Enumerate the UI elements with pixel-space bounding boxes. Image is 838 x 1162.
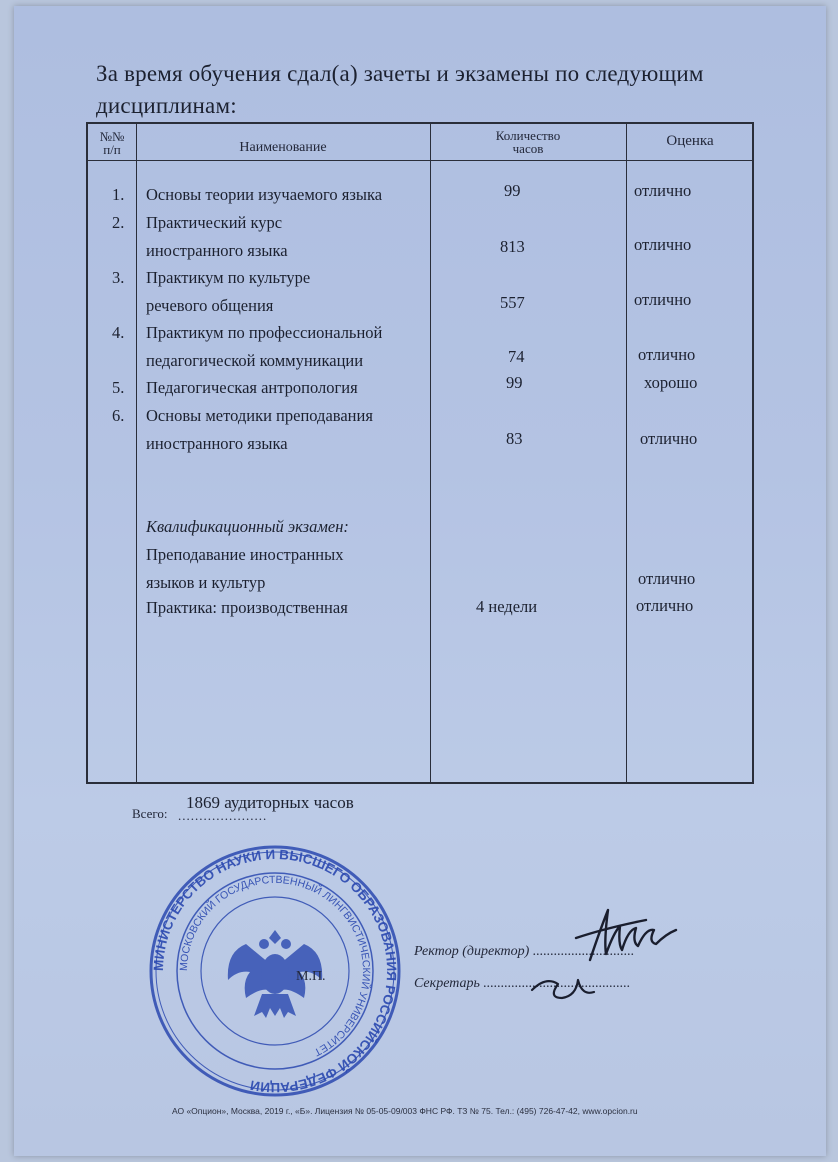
column-divider xyxy=(430,124,431,782)
row-6-num: 6. xyxy=(112,406,125,425)
row-5-grade: хорошо xyxy=(644,373,698,392)
handwritten-signature xyxy=(520,900,710,1010)
stamp-mp-text: М.П. xyxy=(296,969,326,984)
header-hours: Количество часов xyxy=(495,128,561,156)
title-line-2: дисциплинам: xyxy=(96,93,237,118)
title-line-1: За время обучения сдал(а) зачеты и экзамены по следующим xyxy=(96,61,704,86)
row-2-name-line1: Практический курс xyxy=(146,213,283,232)
secretary-label: Секретарь xyxy=(414,976,480,991)
row-1-name: Основы теории изучаемого языка xyxy=(146,185,383,204)
row-4-num: 4. xyxy=(112,323,125,342)
row-3-num: 3. xyxy=(112,268,125,287)
row-5-num: 5. xyxy=(112,378,125,397)
row-5-hours: 99 xyxy=(506,373,523,392)
total-hours-value: 1869 аудиторных часов xyxy=(186,793,354,812)
row-6-name-line1: Основы методики преподавания xyxy=(146,406,373,425)
rector-label: Ректор (директор) xyxy=(414,944,530,959)
column-divider xyxy=(626,124,627,782)
header-name: Наименование xyxy=(239,140,327,155)
qualification-label: Квалификационный экзамен: xyxy=(146,517,349,536)
row-3-name-line1: Практикум по культуре xyxy=(146,268,311,287)
stamp-inner-text: МОСКОВСКИЙ ГОСУДАРСТВЕННЫЙ ЛИНГВИСТИЧЕСКИЙ УНИВЕРСИТЕТ xyxy=(177,873,373,1059)
row-5-name: Педагогическая антропология xyxy=(146,378,358,397)
column-divider xyxy=(136,124,137,782)
practice-grade: отлично xyxy=(636,596,694,615)
row-2-num: 2. xyxy=(112,213,125,232)
header-grade: Оценка xyxy=(666,133,714,149)
row-1-hours: 99 xyxy=(504,181,521,200)
qualification-exam-grade: отлично xyxy=(638,569,696,588)
grades-table xyxy=(86,122,754,784)
page-title xyxy=(96,58,746,122)
row-3-grade: отлично xyxy=(634,290,692,309)
row-2-grade: отлично xyxy=(634,235,692,254)
row-4-name-line2: педагогической коммуникации xyxy=(146,351,364,370)
rector-dots: ............................. xyxy=(532,944,635,959)
row-3-name-line2: речевого общения xyxy=(146,296,274,315)
row-4-hours: 74 xyxy=(508,347,525,366)
row-6-name-line2: иностранного языка xyxy=(146,434,288,453)
row-4-name-line1: Практикум по профессиональной xyxy=(146,323,383,342)
row-1-grade: отлично xyxy=(634,181,692,200)
secretary-dots: .......................................... xyxy=(483,976,631,991)
official-stamp xyxy=(146,842,404,1100)
header-divider xyxy=(88,160,752,161)
row-6-grade: отлично xyxy=(640,429,698,448)
practice-name: Практика: производственная xyxy=(146,598,348,617)
total-dots: ..................... xyxy=(178,808,268,823)
row-2-hours: 813 xyxy=(500,237,525,256)
row-2-name-line2: иностранного языка xyxy=(146,241,288,260)
header-num: №№ п/п xyxy=(99,129,125,157)
row-6-hours: 83 xyxy=(506,429,523,448)
row-4-grade: отлично xyxy=(638,345,696,364)
qualification-exam-line1: Преподавание иностранных xyxy=(146,545,344,564)
total-label: Всего: xyxy=(132,806,168,821)
stamp-outer-text: МИНИСТЕРСТВО НАУКИ И ВЫСШЕГО ОБРАЗОВАНИЯ РОССИЙСКОЙ ФЕДЕРАЦИИ xyxy=(150,846,400,1096)
qualification-exam-line2: языков и культур xyxy=(146,573,266,592)
practice-hours: 4 недели xyxy=(476,597,538,616)
row-3-hours: 557 xyxy=(500,293,525,312)
printer-footer: АО «Опцион», Москва, 2019 г., «Б». Лицензия № 05-05-09/003 ФНС РФ. ТЗ № 75. Тел.: (495) 726-47-42, www.opcion.ru xyxy=(172,1106,638,1116)
row-1-num: 1. xyxy=(112,185,125,204)
